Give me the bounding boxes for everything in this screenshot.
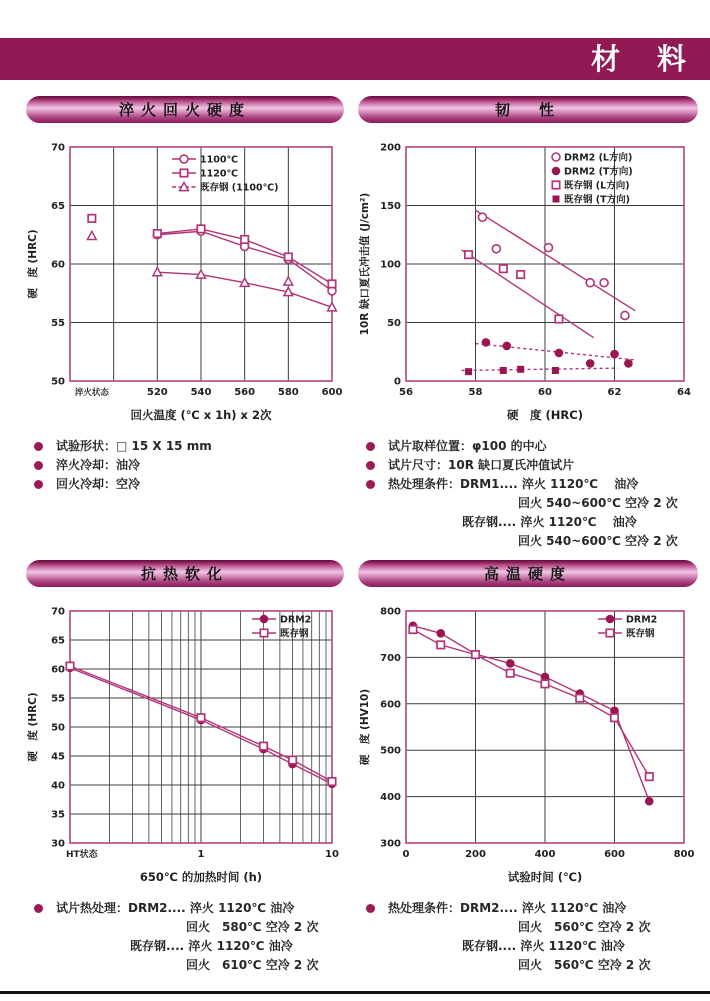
square-open-marker — [500, 265, 507, 272]
y-tick-label: 65 — [51, 635, 65, 647]
y-axis-label: 硬 度 (HRC) — [27, 229, 39, 299]
y-tick-label: 45 — [51, 751, 65, 763]
y-tick-label: 55 — [51, 318, 65, 329]
bullet-icon — [366, 480, 375, 489]
note-line — [34, 918, 346, 937]
y-tick-label: 200 — [380, 142, 401, 154]
y-axis-label: 硬 度 (HV10) — [359, 688, 371, 766]
legend-label: 既存钢 — [280, 628, 309, 640]
note-line — [366, 437, 700, 456]
trend-line — [462, 368, 618, 370]
notes-list — [34, 437, 346, 494]
square-open-marker — [437, 641, 444, 648]
y-tick-label: 70 — [51, 142, 65, 154]
square-open-marker — [555, 315, 562, 322]
triangle-open-marker — [284, 277, 293, 285]
y-tick-label: 150 — [380, 201, 401, 212]
circle-open-marker — [552, 153, 560, 161]
note-line — [34, 937, 346, 956]
note-line — [366, 918, 700, 937]
legend-label: 1120℃ — [200, 168, 238, 180]
note-line — [366, 494, 700, 513]
section-title: 高温硬度 — [483, 565, 572, 583]
trend-line — [476, 210, 636, 311]
circle-open-marker — [586, 279, 594, 287]
square-open-marker — [465, 251, 472, 258]
square-open-marker — [241, 236, 248, 243]
note-text: 热处理条件：DRM2.... 淬火 1120℃ 油冷 — [388, 901, 627, 915]
note-text: 回火 540~600℃ 空冷 2 次 — [518, 534, 678, 548]
x-tick-label: 560 — [234, 387, 256, 398]
y-tick-label: 700 — [380, 652, 401, 664]
toughness-chart — [356, 135, 700, 427]
legend-label: DRM2 (L方向) — [564, 152, 633, 164]
square-filled-marker — [553, 196, 560, 203]
legend-label: 既存钢 (T方向) — [564, 194, 630, 206]
y-tick-label: 0 — [394, 376, 401, 388]
square-open-marker — [517, 271, 524, 278]
x-tick-label: 淬火状态 — [74, 388, 109, 398]
square-open-marker — [541, 680, 548, 687]
section-title: 淬火回火硬度 — [118, 101, 251, 119]
y-tick-label: 40 — [51, 780, 65, 792]
x-tick-label: 1 — [197, 849, 205, 860]
legend-label: 既存钢 (1100℃) — [200, 182, 279, 194]
y-axis-label: 10R 缺口夏氏冲击值 (J/cm²) — [359, 192, 371, 336]
circle-open-marker — [600, 279, 608, 287]
bullet-icon — [34, 442, 43, 451]
note-text: 回火 560℃ 空冷 2 次 — [518, 958, 651, 972]
note-line — [34, 899, 346, 918]
x-tick-label: 800 — [673, 849, 695, 860]
y-tick-label: 100 — [380, 259, 401, 271]
x-tick-label: 60 — [538, 387, 552, 398]
section-title: 抗热软化 — [140, 565, 229, 583]
bullet-icon — [34, 461, 43, 470]
square-open-marker — [611, 714, 618, 721]
y-tick-label: 55 — [51, 693, 65, 705]
circle-filled-marker — [624, 359, 633, 368]
bullet-icon — [366, 904, 375, 913]
legend-label: 既存钢 — [626, 628, 655, 640]
section-hot-hardness — [356, 556, 700, 975]
notes-list — [366, 437, 700, 551]
y-axis-label: 硬 度 (HRC) — [27, 692, 39, 762]
note-text: 淬火冷却：油冷 — [56, 458, 141, 472]
note-text: 回火 580℃ 空冷 2 次 — [186, 920, 319, 934]
y-tick-label: 35 — [51, 809, 65, 821]
series-line — [413, 630, 649, 777]
square-open-marker — [552, 181, 559, 188]
x-tick-label: 600 — [321, 387, 343, 398]
note-line — [366, 456, 700, 475]
note-text: 热处理条件：DRM1.... 淬火 1120℃ 油冷 — [388, 477, 639, 491]
square-open-marker — [260, 629, 267, 636]
section-title-pill — [26, 96, 344, 123]
note-text: 既存钢.... 淬火 1120℃ 油冷 — [130, 939, 293, 953]
square-open-marker — [472, 651, 479, 658]
note-text: 试验形状：□ 15 X 15 mm — [56, 439, 212, 453]
note-line — [34, 456, 346, 475]
square-open-marker — [180, 169, 187, 176]
note-text: 既存钢.... 淬火 1120℃ 油冷 — [462, 939, 625, 953]
square-open-marker — [154, 230, 161, 237]
y-tick-label: 300 — [380, 838, 401, 850]
note-text: 既存钢.... 淬火 1120℃ 油冷 — [462, 515, 637, 529]
circle-open-marker — [492, 245, 500, 253]
x-tick-label: 62 — [607, 387, 622, 398]
section-title: 韧 性 — [494, 101, 561, 119]
note-text: 试片尺寸：10R 缺口夏氏冲值试片 — [388, 458, 575, 472]
y-tick-label: 60 — [51, 664, 65, 676]
trend-line — [462, 250, 594, 338]
bullet-icon — [366, 442, 375, 451]
square-open-marker — [260, 742, 267, 749]
square-open-marker — [409, 626, 416, 633]
x-tick-label: 10 — [325, 849, 339, 860]
bullet-icon — [34, 480, 43, 489]
square-open-marker — [197, 714, 204, 721]
section-title-pill — [26, 560, 344, 587]
footer-rule — [0, 991, 710, 994]
y-tick-label: 60 — [51, 259, 65, 271]
circle-filled-marker — [260, 615, 269, 624]
square-open-marker — [646, 773, 653, 780]
x-tick-label: 0 — [402, 849, 410, 860]
note-text: 回火 560℃ 空冷 2 次 — [518, 920, 651, 934]
y-tick-label: 800 — [380, 606, 401, 618]
y-tick-label: 50 — [51, 722, 65, 734]
gridlines — [406, 147, 684, 381]
softening-resistance-chart-svg — [24, 599, 346, 889]
circle-filled-marker — [436, 629, 445, 638]
gridlines — [406, 611, 684, 843]
note-line — [34, 437, 346, 456]
circle-filled-marker — [645, 797, 654, 806]
x-tick-label: 58 — [468, 387, 483, 398]
circle-filled-marker — [552, 167, 561, 176]
x-tick-label: 520 — [146, 387, 168, 398]
circle-filled-marker — [610, 350, 619, 359]
section-title-pill — [358, 560, 698, 587]
circle-filled-marker — [506, 659, 515, 668]
bullet-icon — [366, 461, 375, 470]
x-tick-label: 64 — [677, 387, 691, 398]
note-line — [366, 937, 700, 956]
circle-filled-marker — [586, 359, 595, 368]
note-text: 试片取样位置：φ100 的中心 — [388, 439, 547, 453]
circle-open-marker — [478, 213, 486, 221]
x-axis-label: 650℃ 的加热时间 (h) — [139, 870, 263, 884]
y-tick-label: 70 — [51, 606, 65, 618]
y-tick-label: 30 — [51, 838, 65, 850]
note-line — [366, 475, 700, 494]
circle-open-marker — [544, 244, 552, 252]
note-line — [34, 956, 346, 975]
x-tick-label: 580 — [277, 387, 299, 398]
square-open-marker — [289, 756, 296, 763]
note-text: 回火冷却：空冷 — [56, 477, 141, 491]
square-open-marker — [66, 662, 73, 669]
gridlines — [70, 611, 332, 843]
x-tick-label: 200 — [465, 849, 486, 860]
square-filled-marker — [500, 367, 507, 374]
page-header-band — [0, 38, 710, 80]
y-tick-label: 50 — [51, 376, 65, 388]
toughness-chart-svg — [356, 135, 700, 427]
note-line — [366, 532, 700, 551]
square-open-marker — [328, 280, 335, 287]
section-tempering-hardness — [24, 92, 346, 494]
legend-label: DRM2 — [626, 614, 658, 626]
notes-list — [366, 899, 700, 975]
square-open-marker — [328, 778, 335, 785]
legend-label: DRM2 (T方向) — [564, 166, 633, 178]
y-tick-label: 500 — [380, 745, 401, 757]
softening-resistance-chart — [24, 599, 346, 889]
section-title-pill — [358, 96, 698, 123]
legend-label: DRM2 — [280, 614, 312, 626]
square-open-marker — [606, 629, 613, 636]
x-axis-label: 试验时间 (℃) — [507, 870, 583, 884]
x-tick-label: 540 — [190, 387, 212, 398]
square-filled-marker — [552, 367, 559, 374]
square-filled-marker — [517, 366, 524, 373]
tempering-hardness-chart — [24, 135, 346, 427]
triangle-open-marker — [87, 231, 96, 239]
square-open-marker — [507, 669, 514, 676]
circle-filled-marker — [502, 342, 511, 351]
x-axis-label: 硬 度 (HRC) — [507, 408, 583, 422]
note-line — [366, 956, 700, 975]
note-text: 回火 610℃ 空冷 2 次 — [186, 958, 319, 972]
circle-filled-marker — [482, 338, 491, 347]
notes-list — [34, 899, 346, 975]
tempering-hardness-chart-svg — [24, 135, 346, 427]
hot-hardness-chart — [356, 599, 700, 889]
legend-label: 1100℃ — [200, 154, 238, 166]
x-axis-label: 回火温度 (℃ x 1h) x 2次 — [130, 408, 272, 422]
x-tick-label: 600 — [604, 849, 625, 860]
note-line — [34, 475, 346, 494]
square-filled-marker — [465, 368, 472, 375]
bullet-icon — [34, 904, 43, 913]
circle-open-marker — [180, 155, 188, 163]
page-title: 材 料 — [590, 42, 690, 76]
y-tick-label: 600 — [380, 699, 401, 711]
x-tick-label: 56 — [399, 387, 413, 398]
square-open-marker — [576, 695, 583, 702]
y-tick-label: 400 — [380, 792, 401, 804]
square-open-marker — [285, 253, 292, 260]
x-tick-label: HT状态 — [66, 850, 98, 860]
legend-label: 既存钢 (L方向) — [564, 180, 630, 192]
note-line — [366, 513, 700, 532]
section-softening-resistance — [24, 556, 346, 975]
square-open-marker — [88, 215, 95, 222]
square-open-marker — [197, 225, 204, 232]
y-tick-label: 50 — [387, 318, 401, 329]
x-tick-label: 400 — [534, 849, 556, 860]
note-text: 回火 540~600℃ 空冷 2 次 — [518, 496, 678, 510]
circle-filled-marker — [606, 615, 615, 624]
circle-open-marker — [621, 311, 629, 319]
note-line — [366, 899, 700, 918]
circle-filled-marker — [555, 349, 564, 358]
section-toughness — [356, 92, 700, 551]
note-text: 试片热处理：DRM2.... 淬火 1120℃ 油冷 — [56, 901, 295, 915]
hot-hardness-chart-svg — [356, 599, 700, 889]
y-tick-label: 65 — [51, 201, 65, 212]
